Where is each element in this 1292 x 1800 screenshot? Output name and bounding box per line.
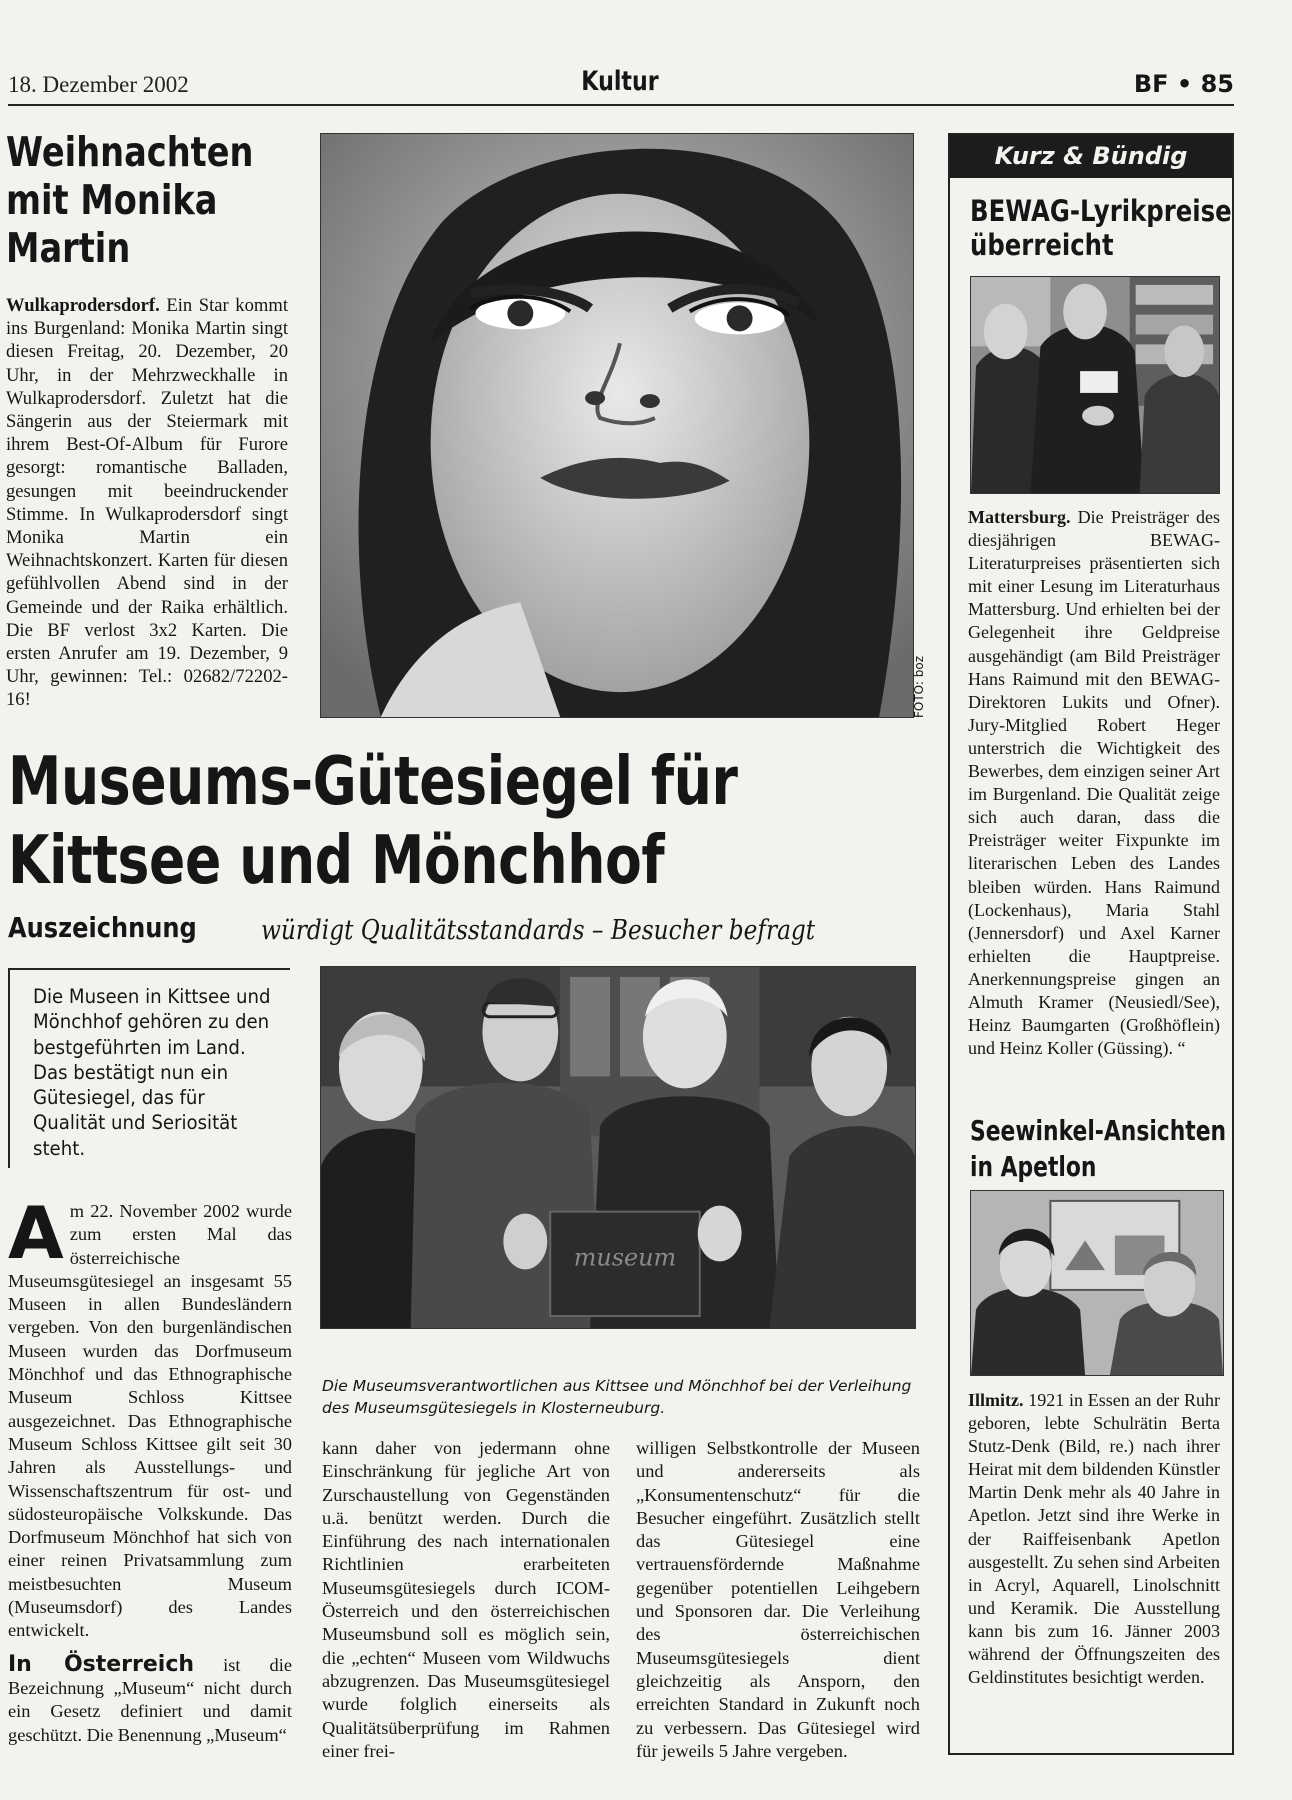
sidebar-headline-1-line-2: überreicht: [970, 228, 1114, 262]
main-headline: [8, 742, 738, 900]
column-1-continuation: [8, 1653, 292, 1747]
seewinkel-photo: [970, 1190, 1224, 1376]
column-1-end-text: ist die Bezeichnung „Museum“ nicht durch ein Gesetz definiert und damit geschützt. Die Benennung „Museum“: [8, 1654, 292, 1745]
photo-credit: [912, 648, 932, 718]
bewag-award-photo: [970, 276, 1220, 494]
martin-headline: [6, 128, 253, 272]
martin-headline-line-1: Weihnachten: [6, 128, 254, 176]
sidebar-headline-2-line-1: Seewinkel-Ansichten: [970, 1114, 1227, 1147]
column-1-text: m 22. November 2002 wurde zum ersten Mal das österreichische Museumsgütesiegel an insgesamt 55 Museen in allen Bundesländern vergeben. Von den burgenländischen Museen wurden das Dorfmuseum Mönchhof und das Ethnographische Museum Schloss Kittsee ausgezeichnet. Das Ethnographische Museum Schloss Kittsee gilt seit 30 Jahren als Ausstellungs- und Wissenschaftszentrum für ost- und südosteuropäische Volkskunde. Das Dorfmuseum Mönchhof hat sich von einer reinen Privatsammlung zum meistbesuchten Museum (Museumsdorf) des Landes entwickelt.: [8, 1201, 292, 1641]
sidebar-1-text: Die Preisträger des diesjährigen BEWAG-Literaturpreises präsentierten sich mit einer Lesung im Literaturhaus Mattersburg. Und erhielten bei der Gelegenheit ihre Geldpreise ausgehändigt (am Bild Preisträger Hans Raimund mit den BEWAG-Direktoren Lukits und Ofner). Jury-Mitglied Robert Heger unterstrich die Wichtigkeit des Bewerbes, dem einzigen seiner Art im Burgenland. Die Qualität zeige sich auch daran, dass die Preisträger weiter Fixpunkte im literarischen Leben des Landes bleiben würden. Hans Raimund (Lockenhaus), Maria Stahl (Jennersdorf) und Axel Karner erhielten die Hauptpreise. Anerkennungspreise gingen an Almuth Kramer (Neusiedl/See), Heinz Baumgarten (Großhöflein) und Heinz Koller (Güssing). “: [968, 507, 1220, 1059]
sidebar-headline-2-line-2: in Apetlon: [970, 1150, 1097, 1183]
martin-body-text: Ein Star kommt ins Burgenland: Monika Martin singt diesen Freitag, 20. Dezember, 20 Uhr, in der Mehrzweckhalle in Wulkaprodersdorf. Zuletzt hat die Sängerin aus der Steiermark mit ihrem Best-Of-Album für Furore gesorgt: romantische Balladen, gesungen mit beeindruckender Stimme. In Wulkaprodersdorf singt Monika Martin ein Weihnachtskonzert. Karten für diesen gefühlvollen Abend sind in der Gemeinde und der Raika erhältlich. Die BF verlost 3x2 Karten. Die ersten Anrufer am 19. Dezember, 9 Uhr, gewinnen: Tel.: 02682/72202-16!: [6, 295, 288, 711]
martin-dateline: Wulkaprodersdorf.: [6, 295, 160, 316]
sidebar-title: Kurz & Bündig: [950, 135, 1232, 178]
header-rule: [8, 104, 1234, 106]
portrait-photo: [320, 133, 914, 718]
photo-credit-text: FOTO: boz: [912, 655, 926, 718]
sidebar-headline-2: [970, 1113, 1226, 1185]
museum-group-photo: [320, 966, 916, 1329]
martin-headline-line-2: mit Monika: [6, 176, 218, 224]
sidebar-article-2: [968, 1389, 1220, 1689]
sidebar-1-dateline: Mattersburg.: [968, 507, 1071, 527]
drop-cap: A: [8, 1191, 64, 1275]
article-column-3: willigen Selbstkontrolle der Museen und andererseits als „Konsumentenschutz“ für die Besucher eingeführt. Zusätzlich stellt das Gütesiegel eine vertrauensfördernde Maßnahme gegenüber potentiellen Leihgebern und Sponsoren dar. Die Verleihung des österreichischen Museumsgütesiegels dient gleichzeitig als Ansporn, den erreichten Standard in Zukunft noch zu verbessern. Das Gütesiegel wird für jeweils 5 Jahre vergeben.: [636, 1438, 920, 1761]
section-title: Kultur: [581, 66, 659, 97]
sidebar-2-text: 1921 in Essen an der Ruhr geboren, lebte Schulrätin Berta Stutz-Denk (Bild, re.) nach ihrer Heirat mit dem bildenden Künstler Martin Denk mehr als 40 Jahre in Apetlon. Jetzt sind ihre Werke in der Raiffeisenbank Apetlon ausgestellt. Zu sehen sind Arbeiten in Acryl, Aquarell, Linolschnitt und Keramik. Die Ausstellung kann bis zum 16. Jänner 2003 während der Öffnungszeiten des Geldinstitutes besichtigt werden.: [968, 1390, 1221, 1688]
page-number: [1134, 70, 1234, 98]
photo-caption: Die Museumsverantwortlichen aus Kittsee und Mönchhof bei der Verleihung des Museumsgütesiegels in Klosterneuburg.: [322, 1377, 912, 1417]
sidebar-2-dateline: Illmitz.: [968, 1390, 1024, 1410]
main-headline-line-1: Museums-Gütesiegel für: [8, 742, 738, 820]
sidebar-article-1: [968, 506, 1220, 1060]
subheadline-text: würdigt Qualitätsstandards – Besucher befragt: [261, 915, 816, 946]
article-column-2: kann daher von jedermann ohne Einschränkung für jegliche Art von Zurschaustellung von Gegenständen u.ä. benützt werden. Durch die Einführung des nach internationalen Richtlinien erarbeiteten Museumsgütesiegels durch ICOM-Österreich und den österreichischen Museumsbund soll es möglich sein, die „echten“ Museen vom Wildwuchs abzugrenzen. Das Museumsgütesiegel wurde folglich einerseits als Qualitätsüberprüfung im Rahmen einer frei-: [322, 1438, 610, 1761]
main-headline-line-2: Kittsee und Mönchhof: [8, 821, 665, 899]
paper-name: BF: [1133, 70, 1169, 98]
page-num: 85: [1200, 70, 1234, 98]
bullet-separator: •: [1176, 70, 1193, 98]
subheadline-lead: Auszeichnung: [8, 911, 197, 944]
sidebar-headline-1: [970, 194, 1232, 262]
subheadline: [8, 911, 816, 946]
sidebar-headline-1-line-1: BEWAG-Lyrikpreise: [970, 194, 1232, 228]
intro-text: Die Museen in Kittsee und Mönchhof gehören zu den bestgeführten im Land. Das bestätigt nun ein Gütesiegel, das für Qualität und Seriosität steht.: [33, 985, 271, 1160]
runin-heading: In Österreich: [8, 1651, 195, 1677]
martin-headline-line-3: Martin: [6, 224, 131, 272]
issue-date: 18. Dezember 2002: [8, 72, 189, 97]
plaque-label: museum: [573, 1243, 677, 1272]
article-column-1: [8, 1191, 292, 1747]
martin-article-body: [6, 294, 288, 712]
